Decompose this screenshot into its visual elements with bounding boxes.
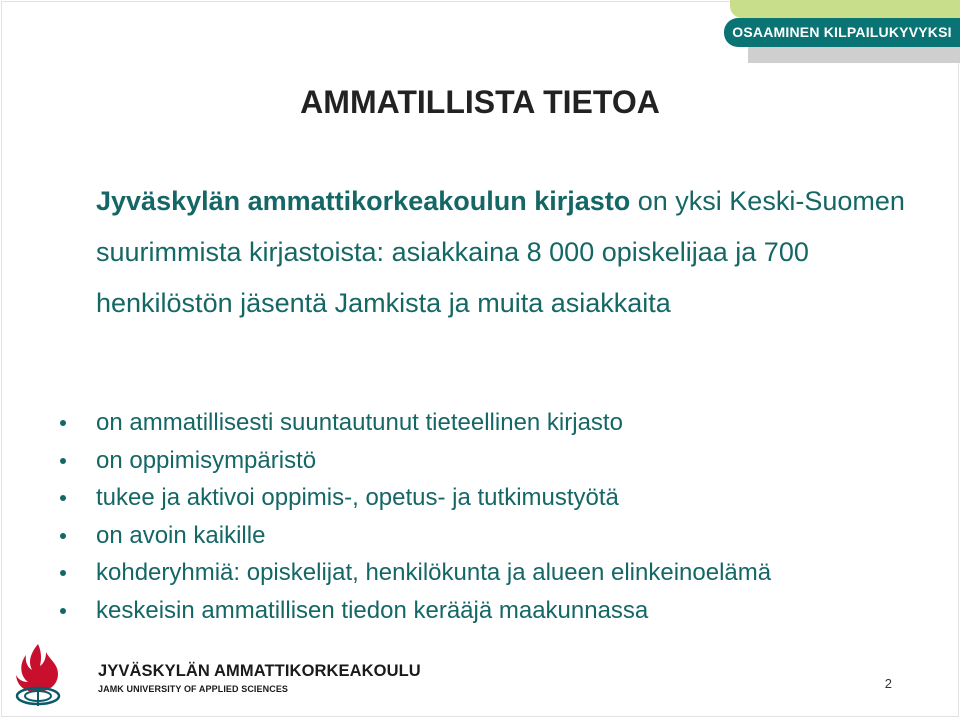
bullet-dot-icon: [60, 608, 66, 614]
page-number: 2: [884, 676, 892, 691]
bullet-dot-icon: [60, 570, 66, 576]
intro-paragraph: [96, 176, 946, 329]
list-item: [60, 442, 950, 480]
list-item: [60, 479, 950, 517]
bullet-text: kohderyhmiä: opiskelijat, henkilökunta ja alueen elinkeinoelämä: [96, 559, 772, 586]
flame-logo-icon: [10, 640, 66, 708]
list-item: [60, 404, 950, 442]
list-item: [60, 517, 950, 555]
intro-text: on yksi Keski-Suomen suurimmista kirjastoista: asiakkaina 8 000 opiskelijaa ja 700 henkilöstön jäsentä Jamkista ja muita asiakkaita: [96, 186, 905, 318]
bullet-list: [60, 404, 950, 629]
logo-main-text: JYVÄSKYLÄN AMMATTIKORKEAKOULU: [98, 662, 421, 680]
list-item: [60, 554, 950, 592]
bullet-dot-icon: [60, 458, 66, 464]
logo-sub-text: JAMK UNIVERSITY OF APPLIED SCIENCES: [98, 684, 289, 694]
bullet-text: on avoin kaikille: [96, 521, 266, 549]
bullet-text: keskeisin ammatillisen tiedon kerääjä maakunnassa: [96, 596, 649, 624]
header-banner: OSAAMINEN KILPAILUKYVYKSI: [724, 18, 960, 47]
corner-green-tab: [730, 0, 960, 18]
list-item: [60, 592, 950, 630]
bullet-text: tukee ja aktivoi oppimis-, opetus- ja tutkimustyötä: [96, 484, 619, 511]
bullet-dot-icon: [60, 533, 66, 539]
jamk-logo: [10, 640, 421, 708]
bullet-dot-icon: [60, 420, 66, 426]
bullet-text: on oppimisympäristö: [96, 446, 317, 474]
header-corner: [720, 0, 960, 66]
logo-text: [98, 662, 421, 694]
intro-bold-text: Jyväskylän ammattikorkeakoulun kirjasto: [96, 186, 631, 216]
bullet-text: on ammatillisesti suuntautunut tieteellinen kirjasto: [96, 409, 623, 436]
bullet-dot-icon: [60, 495, 66, 501]
slide-title: AMMATILLISTA TIETOA: [300, 84, 660, 120]
